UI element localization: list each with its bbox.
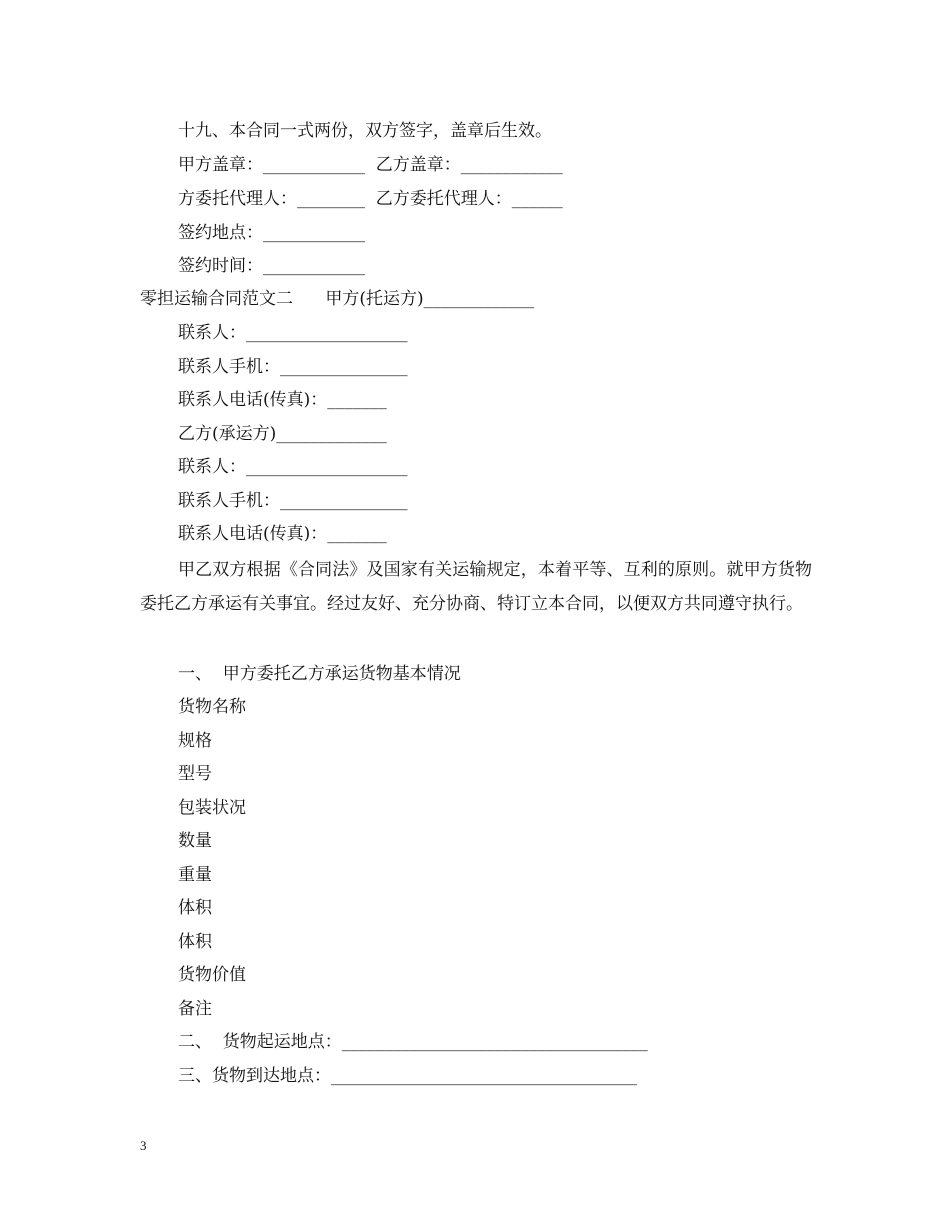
cargo-item: 货物名称: [178, 697, 246, 717]
cargo-item: 备注: [178, 999, 212, 1019]
template-title-party-a: 零担运输合同范文二 甲方(托运方)_____________: [140, 289, 535, 309]
party-a-mobile: 联系人手机：_______________: [178, 357, 408, 377]
page-number: 3: [140, 1138, 147, 1153]
party-b-contact: 联系人：___________________: [178, 457, 408, 477]
signing-place: 签约地点：____________: [178, 223, 365, 243]
cargo-item: 货物价值: [178, 965, 246, 985]
cargo-item: 规格: [178, 731, 212, 751]
party-b-mobile: 联系人手机：_______________: [178, 491, 408, 511]
section-2-origin: 二、 货物起运地点：____________________________________: [178, 1032, 648, 1052]
agent-line: 方委托代理人：________ 乙方委托代理人：______: [178, 189, 563, 209]
party-b-carrier: 乙方(承运方)_____________: [178, 424, 387, 444]
intro-paragraph: 甲乙双方根据《合同法》及国家有关运输规定，本着平等、互利的原则。就甲方货物委托乙方承运有关事宜。经过友好、充分协商、特订立本合同，以便双方共同遵守执行。: [140, 560, 812, 614]
cargo-item: 包装状况: [178, 798, 246, 818]
section-3-destination: 三、货物到达地点：____________________________________: [178, 1066, 637, 1086]
cargo-item: 体积: [178, 932, 212, 952]
party-a-phone-fax: 联系人电话(传真)：_______: [178, 390, 387, 410]
cargo-item: 数量: [178, 831, 212, 851]
signing-time: 签约时间：____________: [178, 256, 365, 276]
section-1-heading: 一、 甲方委托乙方承运货物基本情况: [178, 664, 461, 684]
cargo-item: 重量: [178, 865, 212, 885]
seal-line: 甲方盖章：____________ 乙方盖章：____________: [178, 155, 563, 175]
clause-19: 十九、本合同一式两份，双方签字，盖章后生效。: [178, 121, 552, 141]
party-a-contact: 联系人：___________________: [178, 323, 408, 343]
party-b-phone-fax: 联系人电话(传真)：_______: [178, 524, 387, 544]
cargo-item: 体积: [178, 898, 212, 918]
cargo-item: 型号: [178, 764, 212, 784]
